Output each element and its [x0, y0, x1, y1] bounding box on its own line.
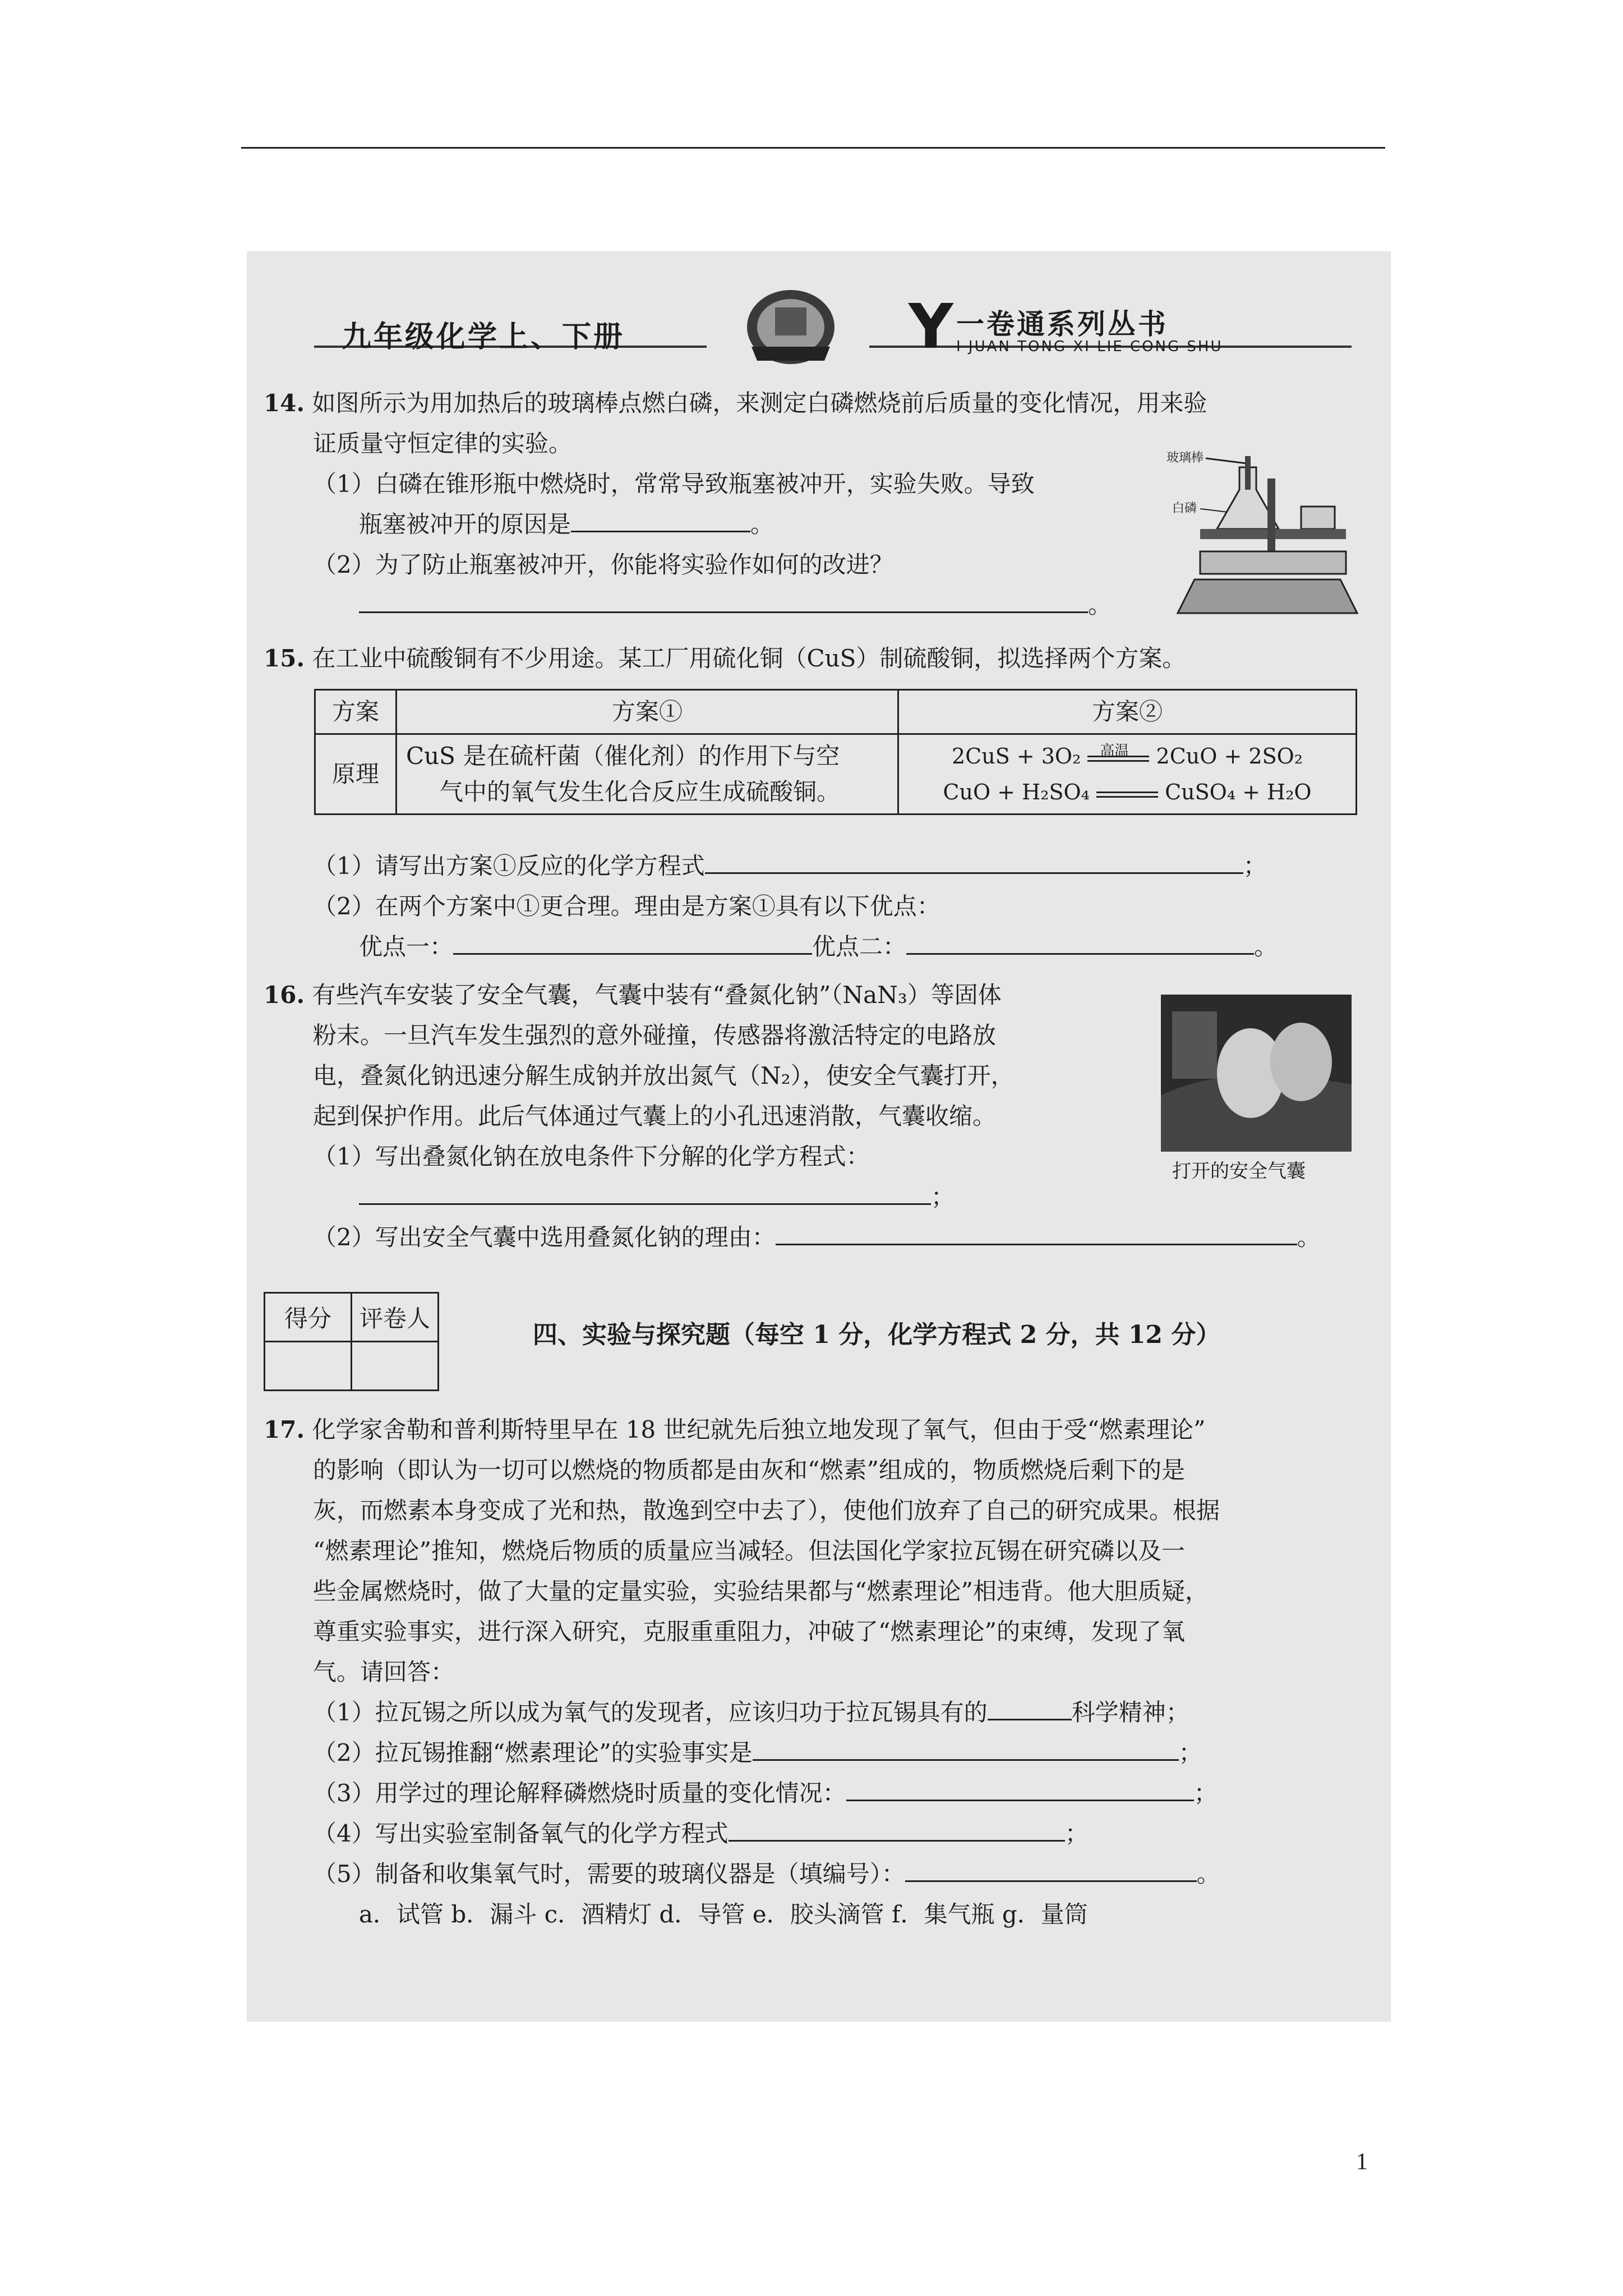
grader-label: 评卷人 — [352, 1293, 439, 1342]
section-title: 四、实验与探究题（每空 1 分，化学方程式 2 分，共 12 分） — [533, 1320, 1221, 1349]
balance-apparatus-figure — [1166, 445, 1368, 630]
scheme-comparison-table — [314, 689, 1357, 815]
q17-options: a．试管 b．漏斗 c．酒精灯 d．导管 e．胶头滴管 f．集气瓶 g．量筒 — [359, 1901, 1088, 1928]
table-header-cell: 方案① — [396, 690, 898, 734]
answer-blank[interactable] — [728, 1818, 1065, 1842]
grader-cell[interactable] — [352, 1342, 439, 1391]
answer-blank[interactable] — [905, 1858, 1197, 1882]
scheme1-principle: CuS 是在硫杆菌（催化剂）的作用下与空 气中的氧气发生化合反应生成硫酸铜。 — [396, 734, 898, 815]
scanned-page — [247, 251, 1391, 2022]
q14-stem-line2: 证质量守恒定律的实验。 — [313, 430, 573, 457]
page-number: 1 — [1356, 2149, 1368, 2175]
answer-blank[interactable] — [753, 1737, 1179, 1761]
book-title: 九年级化学上、下册 — [342, 320, 625, 354]
airbag-image-icon — [1161, 995, 1352, 1152]
question-number: 16. — [264, 981, 305, 1009]
question-17: 17. 化学家舍勒和普利斯特里早在 18 世纪就先后独立地发现了氧气，但由于受“燃素理论” 的影响（即认为一切可以燃烧的物质都是由灰和“燃素”组成的，物质燃烧后剩下的是 灰，而燃素本身变成了光和热，散逸到空中去了），使他们放弃了自己的研究成果。根据 “燃素理论”推知，燃烧后物质的质量应当减轻。但法国化学家拉瓦锡在研究磷以及一 些金属燃烧时，做了大量的定量实验，实验结果都与“燃素理论”相违背。他大胆质疑， 尊重实验事实，进行深入研究，克服重重阻力，冲破了“燃素理论”的束缚，发现了氧 气。请回答： （1）拉瓦锡之所以成为氧气的发现者，应该归功于拉瓦锡具有的 科学精神； （2）拉瓦锡推翻“燃素理论”的实验事实是 ； （3）用学过的理论解释磷燃烧时质量的变化情况： ； （4）写出实验室制备氧气的化学方程式 ； （5）制备和收集氧气时，需要的玻璃仪器是（填编号）： 。 a．试管 b．漏斗 c．酒精灯 d．导管 e．胶头滴管 f．集气瓶 g．量筒 — [264, 1410, 1380, 1935]
answer-blank[interactable] — [906, 931, 1254, 955]
q14-part1-line2: 瓶塞被冲开的原因是 — [359, 510, 571, 538]
q14-stem-line1: 如图所示为用加热后的玻璃棒点燃白磷，来测定白磷燃烧前后质量的变化情况，用来验 — [312, 389, 1207, 417]
score-cell[interactable] — [265, 1342, 352, 1391]
answer-blank[interactable] — [705, 850, 1243, 874]
table-header-cell: 方案② — [898, 690, 1357, 734]
airbag-photo — [1161, 995, 1352, 1152]
q14-part2: （2）为了防止瓶塞被冲开，你能将实验作如何的改进？ — [313, 551, 893, 578]
answer-blank[interactable] — [571, 508, 750, 532]
question-16: 16. 有些汽车安装了安全气囊，气囊中装有“叠氮化钠”（NaN₃）等固体 粉末。一旦汽车发生强烈的意外碰撞，传感器将激活特定的电路放 电，叠氮化钠迅速分解生成钠并放出氮气（N₂），使安全气囊打开， 起到保护作用。此后气体通过气囊上的小孔迅速消散，气囊收缩。 （1）写出叠氮化钠在放电条件下分解的化学方程式： ； （2）写出安全气囊中选用叠氮化钠的理由： 。 — [264, 981, 1321, 1251]
question-15-stem: 15. 在工业中硫酸铜有不少用途。某工厂用硫化铜（CuS）制硫酸铜，拟选择两个方案。 — [264, 645, 1186, 672]
fig-label-phosphorus: 白磷 — [1172, 501, 1197, 516]
fig-label-rod: 玻璃棒 — [1166, 451, 1204, 465]
answer-blank[interactable] — [359, 589, 1088, 613]
answer-blank[interactable] — [988, 1696, 1072, 1720]
top-rule — [241, 147, 1385, 149]
question-number: 14. — [264, 389, 305, 417]
q14-part1-line1: （1）白磷在锥形瓶中燃烧时，常常导致瓶塞被冲开，实验失败。导致 — [313, 470, 1035, 498]
scheme2-equations: 2CuS + 3O₂ 高温 2CuO + 2SO₂ CuO + H₂SO₄ CuSO₄ + H₂O — [898, 734, 1357, 815]
answer-blank[interactable] — [846, 1777, 1194, 1801]
page-header — [247, 291, 1391, 362]
table-row-label: 原理 — [315, 734, 396, 815]
question-15-parts: （1）请写出方案①反应的化学方程式 ； （2）在两个方案中①更合理。理由是方案①具有以下优点： 优点一： 优点二： 。 — [264, 846, 1363, 967]
question-14: 14. 如图所示为用加热后的玻璃棒点燃白磷，来测定白磷燃烧前后质量的变化情况，用来验 证质量守恒定律的实验。 （1）白磷在锥形瓶中燃烧时，常常导致瓶塞被冲开，实验失败。导致 瓶塞被冲开的原因是 。 （2）为了防止瓶塞被冲开，你能将实验作如何的改进？ 。 — [264, 383, 1363, 625]
series-title: 一卷通系列丛书 — [956, 307, 1168, 341]
question-number: 15. — [264, 645, 305, 672]
emblem-icon — [740, 285, 841, 369]
answer-blank[interactable] — [453, 931, 812, 955]
score-label: 得分 — [265, 1293, 352, 1342]
score-table — [264, 1292, 439, 1391]
series-subtitle: I JUAN TONG XI LIE CONG SHU — [956, 338, 1223, 355]
table-header-cell: 方案 — [315, 690, 396, 734]
brand-letter: Y — [909, 291, 953, 362]
answer-blank[interactable] — [359, 1181, 931, 1205]
answer-blank[interactable] — [776, 1221, 1297, 1245]
photo-caption: 打开的安全气囊 — [1172, 1160, 1306, 1182]
question-number: 17. — [264, 1416, 305, 1443]
